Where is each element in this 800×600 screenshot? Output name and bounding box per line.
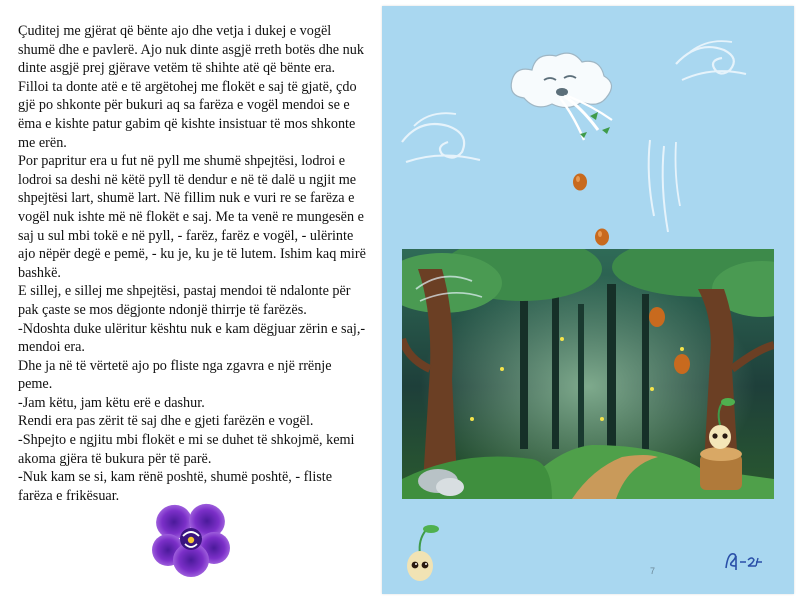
page-number: 7 (650, 566, 656, 576)
story-paragraph: -Ndoshta duke ulëritur kështu nuk e kam dëgjuar zërin e saj,- mendoi era. (18, 320, 366, 356)
story-paragraph: -Shpejto e ngjitu mbi flokët e mi se duhet të shkojmë, kemi akoma gjëra të bukura për të parë. (18, 432, 355, 467)
wind-swirl-icon (396, 102, 488, 182)
story-paragraph: -Nuk kam se si, kam rënë poshtë, shumë poshtë, - fliste farëza e frikësuar. (18, 469, 333, 504)
artist-signature (722, 548, 764, 574)
story-paragraph: E sillej, e sillej me shpejtësi, pastaj mendoi të ndalonte për pak çaste se mos dëgjonte ndonjë thirrje të farëzës. (18, 283, 351, 318)
violet-flower-illustration (150, 498, 232, 580)
right-page-illustration (382, 6, 794, 594)
story-text (18, 22, 368, 505)
story-paragraph: Rendi era pas zërit të saj dhe e gjeti farëzën e vogël. (18, 413, 314, 430)
story-paragraph: Çuditej me gjërat që bënte ajo dhe vetja i dukej e vogël shumë dhe e pavlerë. Ajo nuk dinte asgjë rreth botës dhe nuk dinte asgjë prej gjërave vetëm të shihte atë që bënte era. Filloi ta donte atë e të argëtohej me flokët e saj të gjatë, çdo gjë po shkonte për bukuri aq sa farëza e vogël mendoi se e ëma e kishte patur gabim që kishte insistuar të mos shkonte me erën. (18, 23, 364, 151)
story-paragraph: Dhe ja në të vërtetë ajo po fliste nga zgavra e një rrënje peme. (18, 357, 332, 393)
falling-seed-icon (594, 226, 610, 246)
wind-streaks-icon (620, 136, 700, 246)
forest-scene-illustration (402, 249, 774, 499)
wind-cloud-icon (502, 46, 622, 156)
falling-seed-icon (572, 171, 588, 191)
sprout-seed-icon (400, 520, 440, 584)
wind-swirl-icon (668, 26, 758, 96)
story-paragraph: Por papritur era u fut në pyll me shumë shpejtësi, lodroi e lodroi sa deshi në këtë pyll të dendur e në të dalë u ngjit me shpejtësi lart, shumë lart. Në fillim nuk e vuri re se farëza e vogël nuk ishte më në flokët e saj. Me ta venë re mungesën e saj u sul mbi tokë e në pyll, - farëz, farëz e vogël, - ulërinte ajo nëpër degë e pemë, - ku je, ku je të lutem. Ishim kaq mirë bashkë. (18, 153, 366, 281)
left-page (0, 0, 382, 600)
story-paragraph: -Jam këtu, jam këtu erë e dashur. (18, 394, 205, 411)
